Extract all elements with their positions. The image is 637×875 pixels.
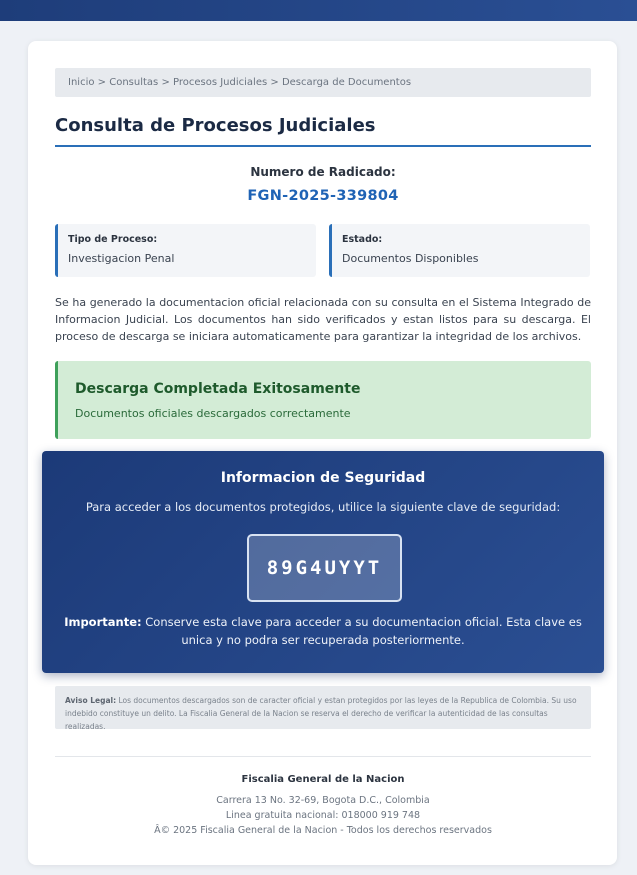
breadcrumb-item-procesos[interactable]: Procesos Judiciales	[173, 77, 268, 88]
breadcrumb-separator: >	[270, 77, 282, 88]
legal-text: Los documentos descargados son de caracter oficial y estan protegidos por las leyes de la Republica de Colombia. Su uso indebido constituye un delito. La Fiscalia General de la Nacion se reserva el derecho de verificar la autenticidad de las consultas realizadas.	[65, 696, 577, 731]
footer-address: Carrera 13 No. 32-69, Bogota D.C., Colombia	[216, 795, 430, 806]
title-divider	[55, 145, 591, 147]
footer-copyright: Â© 2025 Fiscalia General de la Nacion - Todos los derechos reservados	[154, 825, 492, 836]
success-alert	[55, 361, 591, 439]
tipo-proceso-value: Investigacion Penal	[68, 252, 175, 265]
radicado-label: Numero de Radicado:	[250, 165, 396, 179]
estado-label: Estado:	[342, 234, 383, 245]
security-key[interactable]: 89G4UYYT	[247, 534, 402, 602]
footer-divider	[55, 756, 591, 757]
breadcrumb-item-consultas[interactable]: Consultas	[109, 77, 159, 88]
tipo-proceso-label: Tipo de Proceso:	[68, 234, 158, 245]
security-title: Informacion de Seguridad	[220, 470, 426, 486]
intro-paragraph: Se ha generado la documentacion oficial relacionada con su consulta en el Sistema Integrado de Informacion Judicial. Los documentos han sido verificados y estan listos para su descarga. El proceso de descarga se iniciara automaticamente para garantizar la integridad de los archivos.	[55, 296, 591, 343]
security-note-label: Importante:	[64, 615, 142, 629]
estado-box	[329, 224, 590, 277]
success-description: Documentos oficiales descargados correctamente	[75, 407, 351, 420]
breadcrumb-separator: >	[97, 77, 110, 88]
top-bar	[0, 0, 637, 21]
breadcrumb-separator: >	[161, 77, 173, 88]
security-description: Para acceder a los documentos protegidos, utilice la siguiente clave de seguridad:	[85, 500, 561, 514]
legal-label: Aviso Legal:	[65, 696, 117, 705]
footer-phone: Linea gratuita nacional: 018000 919 748	[225, 810, 421, 821]
breadcrumb-item-inicio[interactable]: Inicio	[68, 77, 95, 88]
breadcrumb	[55, 68, 591, 97]
breadcrumb-item-current: Descarga de Documentos	[281, 77, 412, 88]
estado-value: Documentos Disponibles	[342, 252, 479, 265]
success-title: Descarga Completada Exitosamente	[75, 381, 361, 397]
footer-org: Fiscalia General de la Nacion	[241, 774, 405, 785]
security-note-text: Conserve esta clave para acceder a su documentacion oficial. Esta clave es unica y no podra ser recuperada posteriormente.	[141, 615, 582, 647]
page-title: Consulta de Procesos Judiciales	[55, 115, 376, 136]
tipo-proceso-box	[55, 224, 316, 277]
legal-notice	[55, 686, 591, 729]
security-panel	[42, 451, 604, 673]
security-note	[62, 613, 584, 649]
radicado-value: FGN-2025-339804	[247, 188, 399, 204]
